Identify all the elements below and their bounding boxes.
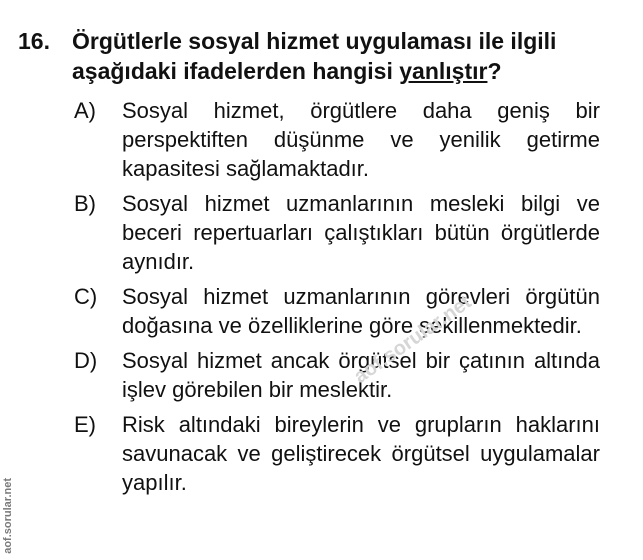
- question-text: [72, 26, 628, 86]
- question-number: 16.: [18, 28, 50, 54]
- option-c[interactable]: [18, 282, 628, 340]
- option-text: Sosyal hizmet uzmanlarının görevleri örgütün doğasına ve özelliklerine göre şekillenmektedir.: [122, 284, 600, 338]
- question-block: [18, 26, 628, 503]
- option-b[interactable]: [18, 189, 628, 276]
- option-text: Sosyal hizmet, örgütlere daha geniş bir perspektiften düşünme ve yenilik getirme kapasitesi sağlamaktadır.: [122, 98, 600, 181]
- option-letter: A): [74, 98, 96, 123]
- option-text: Risk altındaki bireylerin ve grupların haklarını savunacak ve geliştirecek örgütsel uygulamalar yapılır.: [122, 412, 600, 495]
- option-text: Sosyal hizmet ancak örgütsel bir çatının altında işlev görebilen bir meslektir.: [122, 348, 600, 402]
- options-list: [18, 96, 628, 497]
- question-keyword: yanlıştır: [399, 58, 488, 84]
- option-e[interactable]: [18, 410, 628, 497]
- option-text: Sosyal hizmet uzmanlarının mesleki bilgi ve beceri repertuarları çalıştıkları bütün örgütlerde aynıdır.: [122, 191, 600, 274]
- diagonal-watermark: aof.sorular.net: [350, 290, 476, 389]
- option-a[interactable]: [18, 96, 628, 183]
- question-header: [18, 26, 628, 86]
- option-letter: D): [74, 348, 98, 373]
- option-letter: C): [74, 284, 98, 309]
- option-letter: B): [74, 191, 96, 216]
- question-mark: ?: [487, 58, 502, 84]
- question-text-main: Örgütlerle sosyal hizmet uygulaması ile ilgili aşağıdaki ifadelerden hangisi: [72, 28, 557, 84]
- option-d[interactable]: [18, 346, 628, 404]
- option-letter: E): [74, 412, 96, 437]
- side-watermark: aof.sorular.net: [2, 478, 14, 554]
